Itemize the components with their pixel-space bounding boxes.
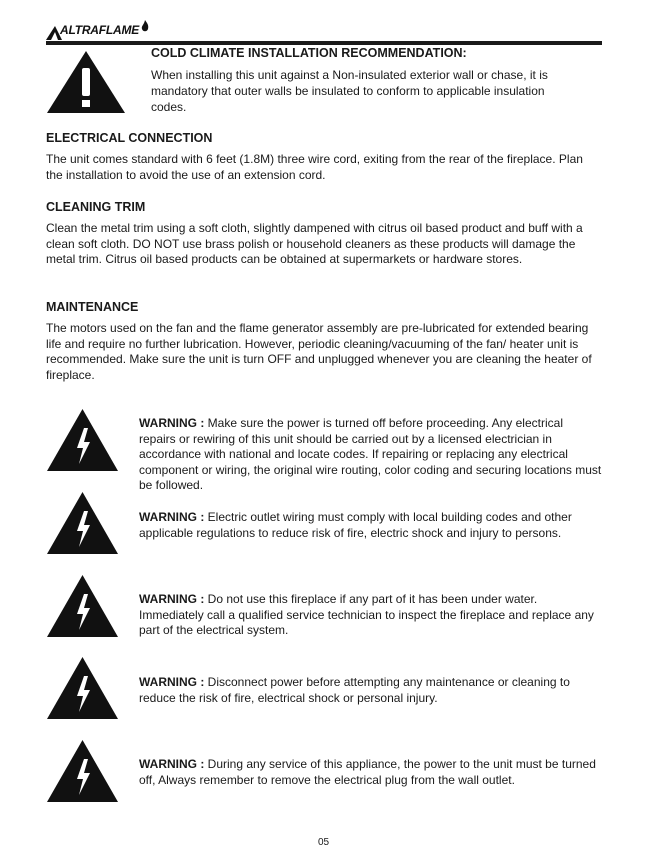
- section-title-cleaning: CLEANING TRIM: [46, 200, 146, 214]
- cold-climate-title: COLD CLIMATE INSTALLATION RECOMMENDATION:: [151, 46, 467, 60]
- section-body-cleaning: Clean the metal trim using a soft cloth, slightly dampened with citrus oil based product and buff with a clean soft cloth. DO NOT use brass polish or household cleaners as these products will damage the metal trim. Citrus oil based products can be obtained at supermarkets or hardware stores.: [46, 221, 583, 266]
- warning-text: Do not use this fireplace if any part of it has been under water. Immediately call a qualified service technician to inspect the fireplace and replace any part of the electrical system.: [139, 592, 594, 637]
- warning-label: WARNING :: [139, 592, 205, 606]
- lightning-bolt-triangle-icon: [46, 408, 119, 472]
- page-number: 05: [317, 837, 330, 848]
- lightning-bolt-triangle-icon: [46, 739, 119, 803]
- warning-label: WARNING :: [139, 416, 205, 430]
- section-body-electrical: The unit comes standard with 6 feet (1.8M) three wire cord, exiting from the rear of the fireplace. Plan the installation to avoid the use of an extension cord.: [46, 152, 583, 182]
- warning-label: WARNING :: [139, 510, 205, 524]
- lightning-bolt-triangle-icon: [46, 491, 119, 555]
- warning-1: [139, 416, 602, 494]
- warning-4: [139, 675, 602, 706]
- brand-name: ALTRAFLAME: [60, 23, 140, 37]
- lightning-bolt-triangle-icon: [46, 574, 119, 638]
- warning-text: Electric outlet wiring must comply with local building codes and other applicable regulations to reduce risk of fire, electric shock and injury to persons.: [139, 510, 572, 540]
- header-rule: [46, 41, 602, 45]
- warning-5: [139, 757, 602, 788]
- warning-2: [139, 510, 602, 541]
- warning-text: During any service of this appliance, the power to the unit must be turned off, Always remember to remove the electrical plug from the wall outlet.: [139, 757, 596, 787]
- warning-label: WARNING :: [139, 757, 205, 771]
- section-title-maintenance: MAINTENANCE: [46, 300, 139, 314]
- lightning-bolt-triangle-icon: [46, 656, 119, 720]
- warning-label: WARNING :: [139, 675, 205, 689]
- section-body-maintenance: The motors used on the fan and the flame generator assembly are pre-lubricated for extended bearing life and require no further lubrication. However, periodic cleaning/vacuuming of the fan/ heater unit is recommended. Make sure the unit is turn OFF and unplugged whenever you are cleaning the heater of fireplace.: [46, 321, 592, 382]
- flame-icon: [140, 20, 150, 32]
- brand-logo: [46, 20, 156, 42]
- exclamation-triangle-icon: [46, 50, 126, 114]
- warning-3: [139, 592, 602, 639]
- cold-climate-body: When installing this unit against a Non-insulated exterior wall or chase, it is mandatory that outer walls be insulated to conform to applicable insulation codes.: [151, 68, 548, 114]
- warning-text: Make sure the power is turned off before proceeding. Any electrical repairs or rewiring of this unit should be carried out by a licensed electrician in accordance with national and locate codes. If repairing or replacing any electrical component or wiring, the original wire routing, color coding and securing locations must be followed.: [139, 416, 602, 492]
- section-title-electrical: ELECTRICAL CONNECTION: [46, 131, 213, 145]
- warning-text: Disconnect power before attempting any maintenance or cleaning to reduce the risk of fire, electrical shock or personal injury.: [139, 675, 570, 705]
